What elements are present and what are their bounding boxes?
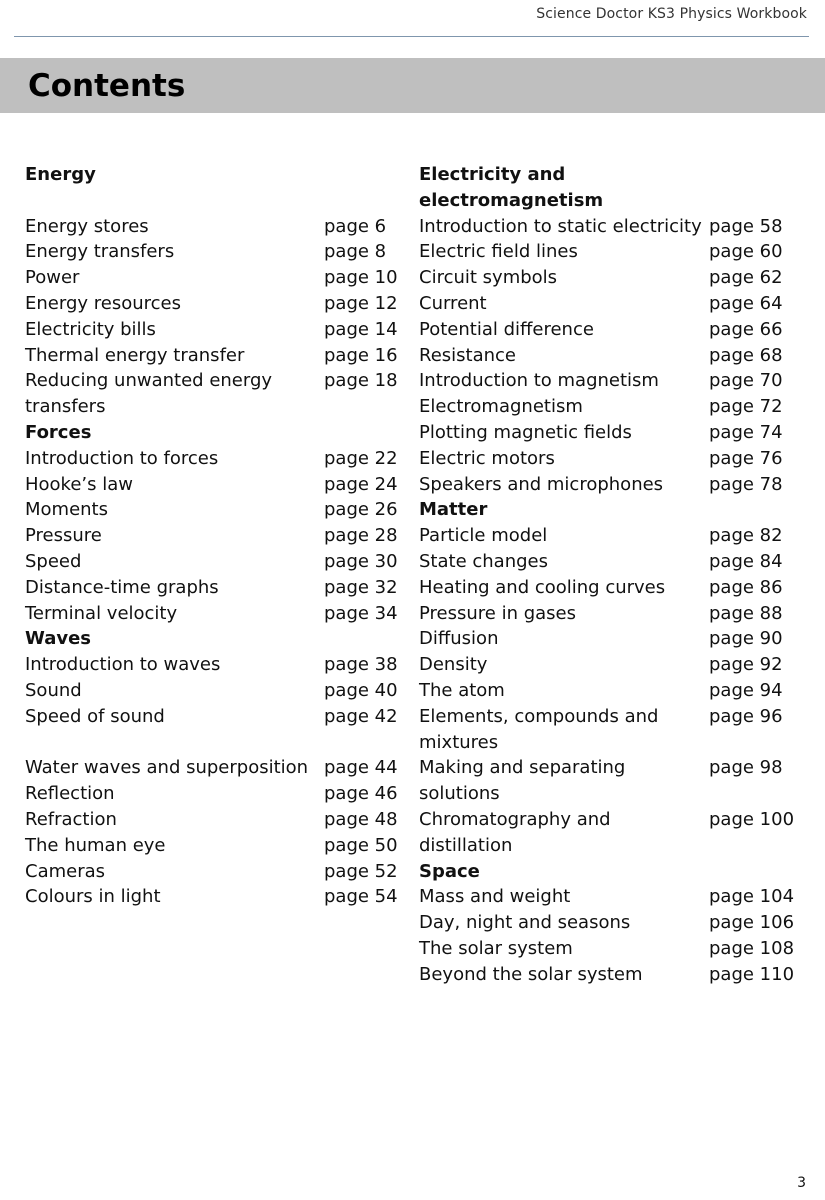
toc-entry[interactable]	[419, 807, 819, 859]
toc-entry[interactable]	[25, 807, 405, 833]
toc-entry-page: page 54	[324, 886, 398, 908]
toc-entry-title: Chromatography and distillation	[419, 808, 611, 856]
toc-entry-title: Introduction to static electricity	[419, 215, 702, 237]
toc-entry-title: State changes	[419, 550, 548, 572]
toc-entry-title: Reducing unwanted energy transfers	[25, 370, 273, 418]
toc-entry-page: page 50	[324, 834, 398, 856]
toc-entry[interactable]	[419, 678, 819, 704]
toc-entry-page: page 22	[324, 447, 398, 469]
toc-entry-title: Electric field lines	[419, 241, 578, 263]
toc-entry-page: page 48	[324, 808, 398, 830]
toc-entry-page: page 108	[709, 937, 795, 959]
toc-entry-page: page 12	[324, 292, 398, 314]
page-number: 3	[797, 1175, 806, 1191]
toc-entry[interactable]	[419, 601, 819, 627]
toc-entry[interactable]	[25, 859, 405, 885]
toc-entry[interactable]	[25, 884, 405, 910]
toc-entry-page: page 66	[709, 318, 783, 340]
toc-entry-title: Terminal velocity	[25, 602, 178, 624]
toc-entry[interactable]	[419, 936, 819, 962]
toc-entry-page: page 38	[324, 654, 398, 676]
toc-entry-page: page 18	[324, 370, 398, 392]
toc-entry-page: page 32	[324, 576, 398, 598]
toc-entry-title: Thermal energy transfer	[25, 344, 245, 366]
toc-entry-title: Making and separating solutions	[419, 757, 626, 805]
toc-entry[interactable]	[419, 446, 819, 472]
toc-entry-title: Moments	[25, 499, 108, 521]
toc-entry[interactable]	[419, 343, 819, 369]
toc-entry-page: page 10	[324, 267, 398, 289]
toc-entry[interactable]	[419, 755, 819, 807]
toc-entry-title: Beyond the solar system	[419, 963, 643, 985]
toc-entry[interactable]	[25, 601, 405, 627]
toc-entry-title: Introduction to forces	[25, 447, 219, 469]
toc-entry-page: page 52	[324, 860, 398, 882]
toc-entry-title: Electricity bills	[25, 318, 156, 340]
toc-entry[interactable]	[419, 265, 819, 291]
toc-entry[interactable]	[419, 549, 819, 575]
toc-entry-title: Day, night and seasons	[419, 912, 631, 934]
toc-entry-title: Introduction to magnetism	[419, 370, 659, 392]
toc-entry-title: Current	[419, 292, 487, 314]
section-heading-matter: Matter	[419, 499, 488, 521]
toc-entry[interactable]	[25, 523, 405, 549]
toc-entry-page: page 68	[709, 344, 783, 366]
toc-entry[interactable]	[25, 704, 405, 730]
toc-entry[interactable]	[419, 368, 819, 394]
toc-entry-title: Water waves and superposition	[25, 757, 309, 779]
toc-entry[interactable]	[25, 833, 405, 859]
toc-entry-title: Elements, compounds and mixtures	[419, 705, 659, 753]
spacer	[25, 188, 405, 214]
toc-entry-page: page 94	[709, 679, 783, 701]
toc-entry[interactable]	[419, 884, 819, 910]
toc-entry-page: page 42	[324, 705, 398, 727]
toc-entry-page: page 6	[324, 215, 387, 237]
toc-entry-title: Potential difference	[419, 318, 594, 340]
toc-entry-title: Speakers and microphones	[419, 473, 664, 495]
toc-entry-title: Energy transfers	[25, 241, 175, 263]
toc-entry[interactable]	[25, 678, 405, 704]
toc-entry-page: page 90	[709, 628, 783, 650]
toc-entry-page: page 44	[324, 757, 398, 779]
toc-entry[interactable]	[419, 523, 819, 549]
toc-entry-title: Pressure in gases	[419, 602, 576, 624]
toc-entry-title: Density	[419, 654, 488, 676]
toc-entry-title: Diffusion	[419, 628, 499, 650]
toc-entry-title: Electromagnetism	[419, 396, 583, 418]
toc-entry[interactable]	[419, 910, 819, 936]
toc-entry-page: page 24	[324, 473, 398, 495]
toc-right-column	[419, 162, 819, 988]
spacer	[25, 730, 405, 756]
toc-entry[interactable]	[25, 472, 405, 498]
toc-entry[interactable]	[25, 214, 405, 240]
toc-entry-page: page 64	[709, 292, 783, 314]
toc-entry-title: The atom	[419, 679, 505, 701]
toc-entry-title: Reflection	[25, 783, 115, 805]
toc-entry[interactable]	[25, 781, 405, 807]
toc-entry-page: page 78	[709, 473, 783, 495]
toc-entry[interactable]	[25, 291, 405, 317]
toc-entry-title: Mass and weight	[419, 886, 571, 908]
toc-entry-page: page 96	[709, 705, 783, 727]
toc-entry-title: Resistance	[419, 344, 516, 366]
toc-entry-title: Heating and cooling curves	[419, 576, 666, 598]
toc-entry-page: page 16	[324, 344, 398, 366]
toc-entry-title: Distance-time graphs	[25, 576, 219, 598]
toc-entry[interactable]	[419, 317, 819, 343]
toc-entry-page: page 60	[709, 241, 783, 263]
toc-entry-page: page 26	[324, 499, 398, 521]
toc-entry[interactable]	[419, 239, 819, 265]
toc-entry-page: page 70	[709, 370, 783, 392]
toc-entry-page: page 40	[324, 679, 398, 701]
toc-entry[interactable]	[419, 575, 819, 601]
toc-entry[interactable]	[25, 265, 405, 291]
toc-entry-page: page 106	[709, 912, 795, 934]
toc-entry-title: Cameras	[25, 860, 106, 882]
toc-entry-page: page 82	[709, 525, 783, 547]
toc-entry[interactable]	[25, 652, 405, 678]
toc-entry[interactable]	[25, 575, 405, 601]
toc-entry-page: page 98	[709, 757, 783, 779]
toc-entry-title: Plotting magnetic fields	[419, 421, 632, 443]
toc-entry-title: Introduction to waves	[25, 654, 221, 676]
section-heading-forces: Forces	[25, 421, 92, 443]
toc-entry-title: Speed	[25, 550, 82, 572]
toc-entry-title: Energy stores	[25, 215, 149, 237]
toc-entry-title: Sound	[25, 679, 82, 701]
toc-entry[interactable]	[25, 755, 405, 781]
toc-entry-title: Electric motors	[419, 447, 555, 469]
toc-entry-page: page 92	[709, 654, 783, 676]
toc-entry[interactable]	[419, 420, 819, 446]
toc-entry-page: page 62	[709, 267, 783, 289]
toc-entry[interactable]	[419, 214, 819, 240]
toc-entry[interactable]	[419, 652, 819, 678]
toc-entry[interactable]	[25, 317, 405, 343]
toc-entry-title: Pressure	[25, 525, 102, 547]
toc-entry[interactable]	[25, 446, 405, 472]
toc-entry-page: page 46	[324, 783, 398, 805]
toc-entry-title: The solar system	[419, 937, 573, 959]
title-band	[0, 58, 825, 113]
toc-entry[interactable]	[419, 394, 819, 420]
toc-entry-title: Energy resources	[25, 292, 181, 314]
toc-entry-title: Refraction	[25, 808, 117, 830]
toc-entry-title: Particle model	[419, 525, 548, 547]
toc-entry[interactable]	[419, 472, 819, 498]
section-heading-waves: Waves	[25, 628, 92, 650]
toc-entry[interactable]	[25, 239, 405, 265]
toc-entry-title: Hooke’s law	[25, 473, 133, 495]
toc-entry[interactable]	[419, 962, 819, 988]
section-heading-electricity: Electricity and electromagnetism	[419, 164, 604, 211]
toc-entry[interactable]	[419, 704, 819, 756]
section-heading-space: Space	[419, 860, 480, 882]
toc-entry-page: page 104	[709, 886, 795, 908]
toc-entry-page: page 72	[709, 396, 783, 418]
header-divider	[14, 36, 809, 37]
toc-entry-page: page 34	[324, 602, 398, 624]
toc-entry-title: Circuit symbols	[419, 267, 558, 289]
toc-entry-page: page 28	[324, 525, 398, 547]
toc-entry-page: page 14	[324, 318, 398, 340]
toc-entry-page: page 76	[709, 447, 783, 469]
toc-entry-title: Speed of sound	[25, 705, 165, 727]
toc-entry[interactable]	[419, 626, 819, 652]
toc-entry[interactable]	[25, 549, 405, 575]
toc-entry-title: Colours in light	[25, 886, 161, 908]
toc-entry[interactable]	[419, 291, 819, 317]
toc-entry-page: page 86	[709, 576, 783, 598]
toc-entry[interactable]	[25, 368, 405, 420]
toc-entry[interactable]	[25, 497, 405, 523]
toc-entry-page: page 30	[324, 550, 398, 572]
toc-entry-page: page 8	[324, 241, 387, 263]
toc-entry-page: page 110	[709, 963, 795, 985]
toc-entry-page: page 88	[709, 602, 783, 624]
toc-entry-title: The human eye	[25, 834, 166, 856]
toc-entry-page: page 58	[709, 215, 783, 237]
toc-entry-page: page 100	[709, 808, 795, 830]
running-header: Science Doctor KS3 Physics Workbook	[536, 6, 807, 22]
section-heading-energy: Energy	[25, 164, 96, 185]
page-title: Contents	[28, 68, 186, 104]
toc-entry[interactable]	[25, 343, 405, 369]
toc-left-column	[25, 162, 405, 910]
toc-entry-page: page 74	[709, 421, 783, 443]
toc-entry-page: page 84	[709, 550, 783, 572]
toc-entry-title: Power	[25, 267, 80, 289]
